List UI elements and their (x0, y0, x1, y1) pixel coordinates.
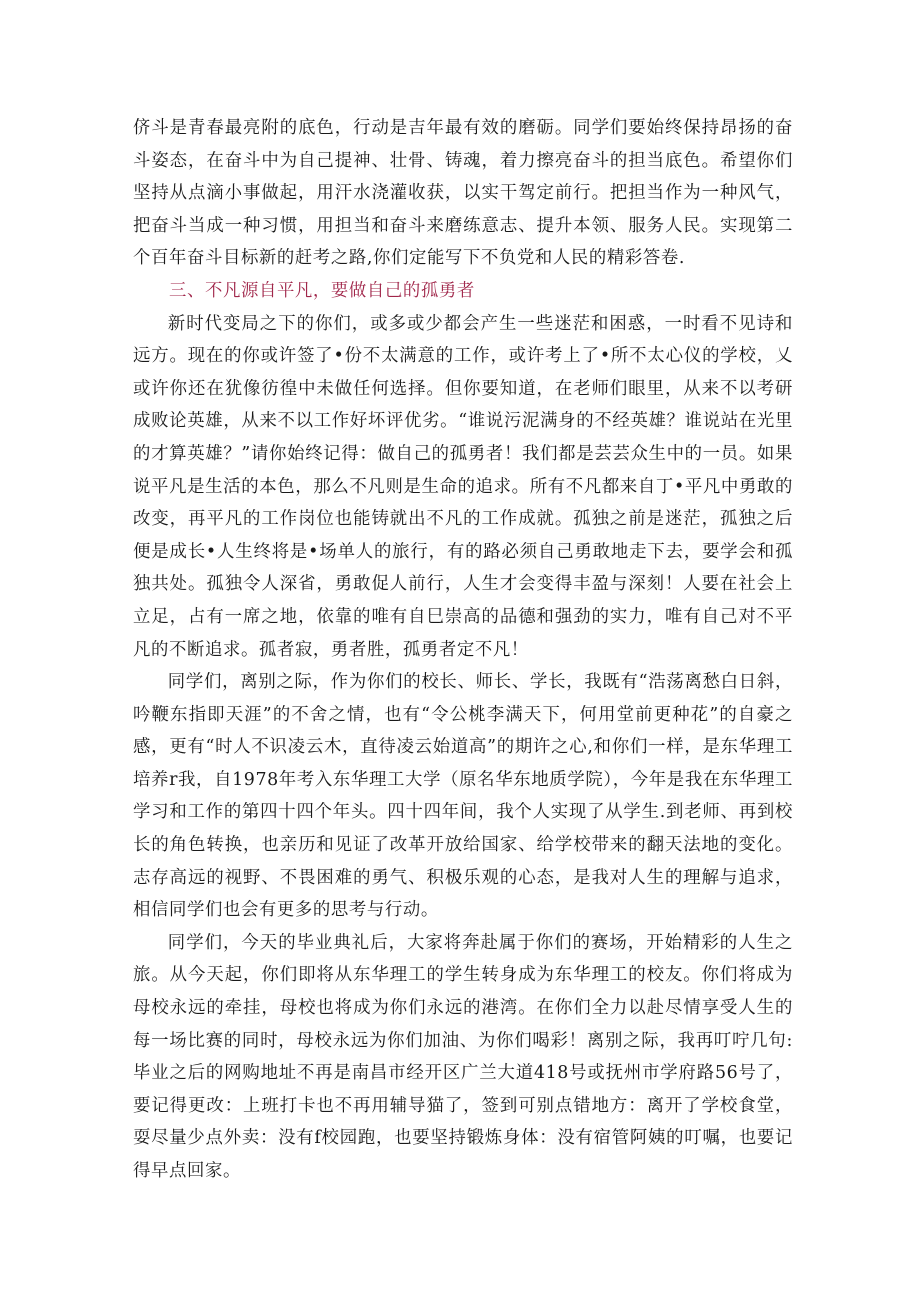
paragraph-farewell: 同学们，离别之际，作为你们的校长、师长、学长，我既有“浩荡离愁白日斜，吟鞭东指即天涯”的不舍之情，也有“令公桃李满天下，何用堂前更种花”的自豪之感，更有“时人不识凌云木，直待凌云始道高”的期许之心,和你们一样，是东华理工培养r我，自1978年考入东华理工大学（原名华东地质学院），今年是我在东华理工学习和工作的第四十四个年头。四十四年间，我个人实现了从学生.到老师、再到校长的角色转换，也亲历和见证了改革开放给国家、给学校带来的翻天法地的变化。志存高远的视野、不畏困难的勇气、积极乐观的心态，是我对人生的理解与追求，相信同学们也会有更多的思考与行动。 (133, 672, 793, 921)
paragraph-lone-brave: 新时代变局之下的你们，或多或少都会产生一些迷茫和困惑，一时看不见诗和远方。现在的你或许签了•份不太满意的工作，或许考上了•所不太心仪的学校，乂或许你还在犹像彷徨中未做任何选择。但你要知道，在老师们眼里，从来不以考研成败论英雄，从来不以工作好坏评优劣。“谁说污泥满身的不经英雄？谁说站在光里的才算英雄？”请你始终记得：做自己的孤勇者！我们都是芸芸众生中的一员。如果说平凡是生活的本色，那么不凡则是生命的追求。所有不凡都来自丁•平凡中勇敢的改变，再平凡的工作岗位也能铸就出不凡的工作成就。孤独之前是迷茫，孤独之后便是成长•人生终将是•场单人的旅行，有的路必须自己勇敢地走下去，要学会和孤独共处。孤独令人深省，勇敢促人前行，人生才会变得丰盈与深刻！人要在社会上立足，占有一席之地，依靠的唯有自巳崇高的品德和强劲的实力，唯有自己对不平凡的不断追求。孤者寂，勇者胜，孤勇者定不凡！ (133, 313, 793, 660)
document-page (133, 112, 793, 1188)
paragraph-struggle: 侪斗是青春最亮附的底色，行动是吉年最有效的磨砺。同学们要始终保持昂扬的奋斗姿态，在奋斗中为自己提神、壮骨、铸魂，着力擦亮奋斗的担当底色。希望你们坚持从点滴小事做起，用汗水浇灌收获，以实干驾定前行。把担当作为一种风气，把奋斗当成一种习惯，用担当和奋斗来磨练意志、提升本领、服务人民。实现第二个百年奋斗目标新的赶考之路,你们定能写下不负党和人民的精彩答卷. (133, 118, 793, 269)
paragraph-advice: 同学们，今天的毕业典礼后，大家将奔赴属于你们的赛场，开始精彩的人生之旅。从今天起，你们即将从东华理工的学生转身成为东华理工的校友。你们将成为母校永远的牵挂，母校也将成为你们永远的港湾。在你们全力以赴尽情享受人生的每一场比赛的同时，母校永远为你们加油、为你们喝彩！离别之际，我再叮咛几句:毕业之后的网购地址不再是南昌市经开区广兰大道418号或抚州市学府路56号了，要记得更改：上班打卡也不再用辅导猫了，签到可别点错地方：离开了学校食堂，耍尽量少点外卖：没有f校园跑，也要坚持锻炼身体：没有宿管阿姨的叮嘱，也要记得早点回家。 (133, 932, 793, 1181)
section-heading: 三、不凡源自平凡，要做自己的孤勇者 (169, 280, 475, 301)
